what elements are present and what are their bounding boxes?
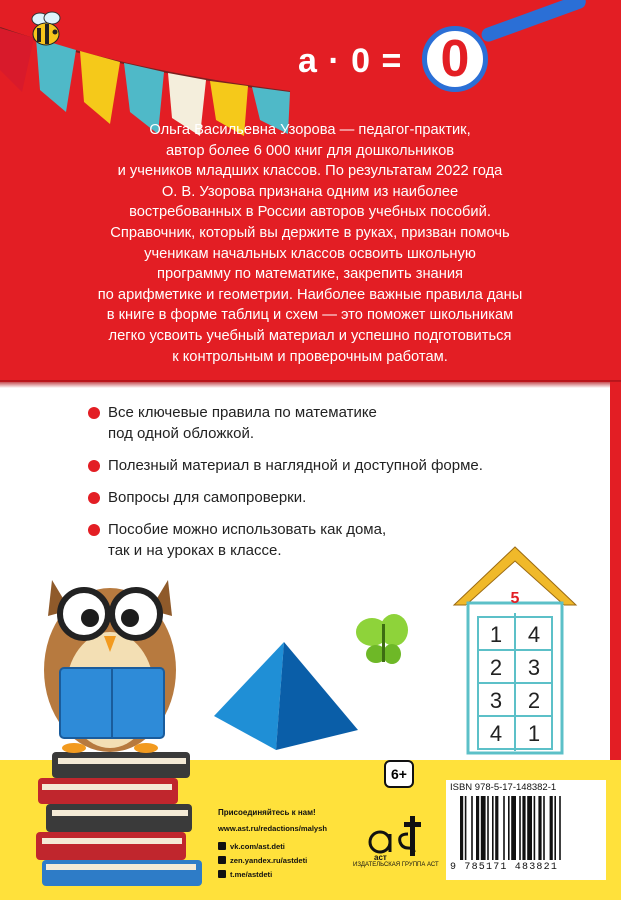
book-spine <box>36 832 186 860</box>
social-link-zen[interactable]: zen.yandex.ru/astdeti <box>218 854 307 866</box>
magnifier-icon <box>422 26 488 92</box>
social-links <box>218 840 307 882</box>
barcode-bar <box>538 796 541 860</box>
barcode-bar <box>487 796 489 860</box>
house-cell: 1 <box>489 622 503 647</box>
social-link-vk[interactable]: vk.com/ast.deti <box>218 840 307 852</box>
barcode-bar <box>527 796 532 860</box>
vk-icon <box>218 842 226 850</box>
barcode-bar <box>503 796 505 860</box>
owl-illustration <box>12 540 212 890</box>
website-link[interactable]: www.ast.ru/redactions/malysh <box>218 824 328 833</box>
barcode-panel <box>446 780 606 880</box>
barcode-bar <box>465 796 467 860</box>
house-cell: 2 <box>527 688 541 713</box>
formula-result: 0 <box>440 30 470 88</box>
feature-text: так и на уроках в классе. <box>108 542 282 559</box>
svg-text:аст: аст <box>374 853 387 862</box>
isbn-text: ISBN 978-5-17-148382-1 <box>450 782 557 793</box>
flag-yellow-1 <box>80 51 120 124</box>
feature-item <box>86 487 606 508</box>
ast-logo-icon <box>366 812 426 862</box>
feature-text: Пособие можно использовать как дома, <box>108 521 387 538</box>
bullet-dot-icon <box>88 407 100 419</box>
feature-item <box>86 455 606 476</box>
book-spine <box>42 860 202 886</box>
feature-item <box>86 402 606 444</box>
barcode-bar <box>534 796 536 860</box>
join-us-text: Присоединяйтесь к нам! <box>218 808 316 817</box>
house-cell: 3 <box>489 688 503 713</box>
bullet-dot-icon <box>88 492 100 504</box>
barcode-bar <box>460 796 463 860</box>
publisher-name: ИЗДАТЕЛЬСКАЯ ГРУППА АСТ <box>353 862 439 868</box>
intro-line: О. В. Узорова признана одним из наиболее <box>161 183 459 200</box>
barcode-bar <box>508 796 510 860</box>
social-link-telegram[interactable]: t.me/astdeti <box>218 868 307 880</box>
intro-line: Справочник, который вы держите в руках, призван помочь <box>110 224 510 241</box>
right-red-edge <box>610 382 621 760</box>
feature-text: Все ключевые правила по математике <box>108 404 377 421</box>
barcode-bar <box>471 796 473 860</box>
barcode-bar <box>559 796 561 860</box>
formula-text: a · 0 = <box>298 42 403 80</box>
intro-line: в книге в форме таблиц и схем — это поможет школьникам <box>106 307 514 324</box>
intro-line: легко усвоить учебный материал и успешно подготовиться <box>108 327 512 344</box>
butterfly-icon <box>352 612 416 668</box>
bullet-dot-icon <box>88 524 100 536</box>
house-cell: 1 <box>527 721 541 746</box>
author-intro <box>64 120 556 367</box>
barcode-bar <box>492 796 494 860</box>
zen-icon <box>218 856 226 864</box>
age-rating-badge: 6+ <box>384 760 414 788</box>
intro-line: востребованных в России авторов учебных пособий. <box>129 204 491 221</box>
barcode-icon <box>460 796 598 860</box>
barcode-bar <box>476 796 479 860</box>
bullet-dot-icon <box>88 460 100 472</box>
barcode-bar <box>522 796 525 860</box>
bee-icon <box>26 10 66 50</box>
barcode-bar <box>550 796 553 860</box>
pyramid-icon <box>212 638 362 754</box>
intro-line: по арифметике и геометрии. Наиболее важные правила даны <box>97 286 523 303</box>
intro-line: автор более 6 000 книг для дошкольников <box>165 142 455 159</box>
feature-text: под одной обложкой. <box>108 425 255 442</box>
barcode-bar <box>519 796 521 860</box>
house-cell: 4 <box>489 721 503 746</box>
number-house <box>452 545 578 762</box>
intro-line: ученикам начальных классов освоить школьную <box>144 245 476 262</box>
intro-line: и учеников младших классов. По результатам 2022 года <box>117 163 503 180</box>
intro-line: к контрольным и проверочным работам. <box>172 348 448 365</box>
barcode-bar <box>511 796 516 860</box>
book-spine <box>38 778 178 804</box>
barcode-digits: 9 785171 483821 <box>450 862 559 873</box>
barcode-bar <box>554 796 556 860</box>
house-cell: 4 <box>527 622 541 647</box>
house-roof-number: 5 <box>510 590 520 607</box>
intro-line: программу по математике, закрепить знания <box>156 266 463 283</box>
barcode-bar <box>543 796 545 860</box>
book-spine <box>52 752 190 778</box>
intro-line: Ольга Васильевна Узорова — педагог-практик, <box>149 122 471 138</box>
house-cell: 2 <box>489 655 503 680</box>
feature-text: Полезный материал в наглядной и доступной форме. <box>108 457 483 474</box>
house-cell: 3 <box>527 655 541 680</box>
barcode-bar <box>481 796 486 860</box>
feature-text: Вопросы для самопроверки. <box>108 489 307 506</box>
telegram-icon <box>218 870 226 878</box>
barcode-bar <box>495 796 498 860</box>
book-spine <box>46 804 192 832</box>
